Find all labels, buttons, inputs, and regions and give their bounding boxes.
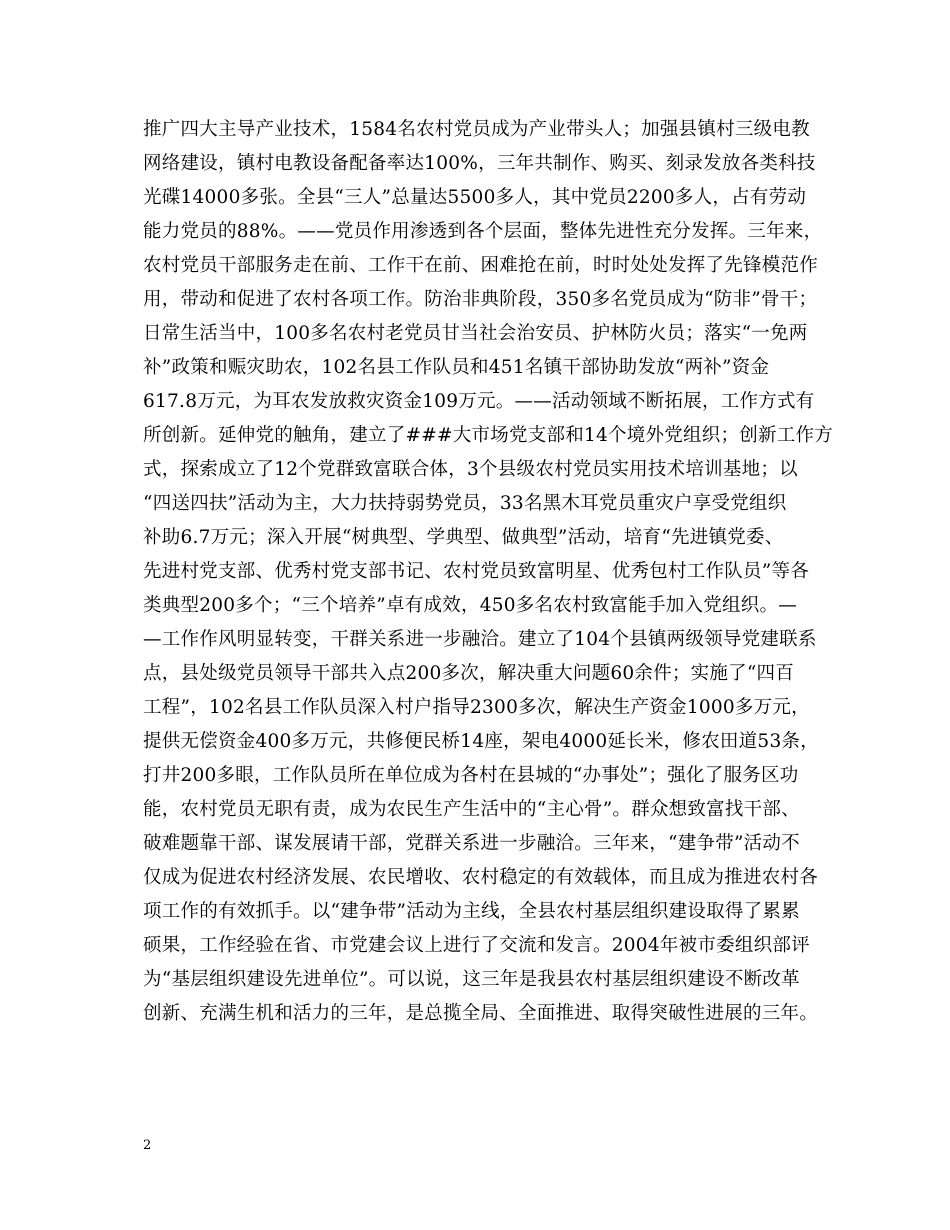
- text-line: 为“基层组织建设先进单位”。可以说，这三年是我县农村基层组织建设不断改革: [143, 969, 800, 990]
- text-line: 破难题靠干部、谋发展请干部，党群关系进一步融洽。三年来，“建争带”活动不: [143, 833, 800, 854]
- text-line: “四送四扶”活动为主，大力扶持弱势党员，33名黑木耳党员重灾户享受党组织: [143, 493, 787, 514]
- text-line: 补助6.7万元；深入开展“树典型、学典型、做典型”活动，培育“先进镇党委、: [143, 527, 784, 548]
- text-line: 补”政策和赈灾助农，102名县工作队员和451名镇干部协助发放“两补”资金: [143, 357, 770, 378]
- text-line: 能，农村党员无职有责，成为农民生产生活中的“主心骨”。群众想致富找干部、: [143, 799, 800, 820]
- text-line: 光碟14000多张。全县“三人”总量达5500多人，其中党员2200多人，占有劳动: [143, 187, 807, 208]
- text-line: 用，带动和促进了农村各项工作。防治非典阶段，350多名党员成为“防非”骨干；: [143, 289, 818, 310]
- text-line: 能力党员的88%。——党员作用渗透到各个层面，整体先进性充分发挥。三年来，: [143, 221, 823, 242]
- text-line: 工程”，102名县工作队员深入村户指导2300多次，解决生产资金1000多万元，: [143, 697, 810, 718]
- text-line: 仅成为促进农村经济发展、农民增收、农村稳定的有效载体，而且成为推进农村各: [143, 867, 819, 888]
- text-line: 硕果，工作经验在省、市党建会议上进行了交流和发言。2004年被市委组织部评: [143, 935, 810, 956]
- text-line: —工作作风明显转变，干群关系进一步融洽。建立了104个县镇两级领导党建联系: [143, 629, 817, 650]
- text-line: 点，县处级党员领导干部共入点200多次，解决重大问题60余件；实施了“四百: [143, 663, 795, 684]
- text-line: 农村党员干部服务走在前、工作干在前、困难抢在前，时时处处发挥了先锋模范作: [143, 255, 819, 276]
- text-line: 推广四大主导产业技术，1584名农村党员成为产业带头人；加强县镇村三级电教: [143, 119, 810, 140]
- body-text: [143, 113, 834, 1031]
- text-line: 项工作的有效抓手。以“建争带”活动为主线，全县农村基层组织建设取得了累累: [143, 901, 800, 922]
- text-line: 式，探索成立了12个党群致富联合体，3个县级农村党员实用技术培训基地；以: [143, 459, 798, 480]
- text-line: 所创新。延伸党的触角，建立了###大市场党支部和14个境外党组织；创新工作方: [143, 425, 834, 446]
- page-number: 2: [143, 1138, 152, 1153]
- text-line: 网络建设，镇村电教设备配备率达100%，三年共制作、购买、刻录发放各类科技: [143, 153, 816, 174]
- text-line: 617.8万元，为耳农发放救灾资金109万元。——活动领域不断拓展，工作方式有: [143, 391, 815, 412]
- text-line: 类典型200多个；“三个培养”卓有成效，450多名农村致富能手加入党组织。—: [143, 595, 798, 616]
- text-line: 打井200多眼，工作队员所在单位成为各村在县城的“办事处”；强化了服务区功: [143, 765, 799, 786]
- text-line: 创新、充满生机和活力的三年，是总揽全局、全面推进、取得突破性进展的三年。: [143, 1003, 819, 1024]
- text-line: 先进村党支部、优秀村党支部书记、农村党员致富明星、优秀包村工作队员”等各: [143, 561, 809, 582]
- text-line: 提供无偿资金400多万元，共修便民桥14座，架电4000延长米，修农田道53条，: [143, 731, 819, 752]
- text-line: 日常生活当中，100多名农村老党员甘当社会治安员、护林防火员；落实“一免两: [143, 323, 808, 344]
